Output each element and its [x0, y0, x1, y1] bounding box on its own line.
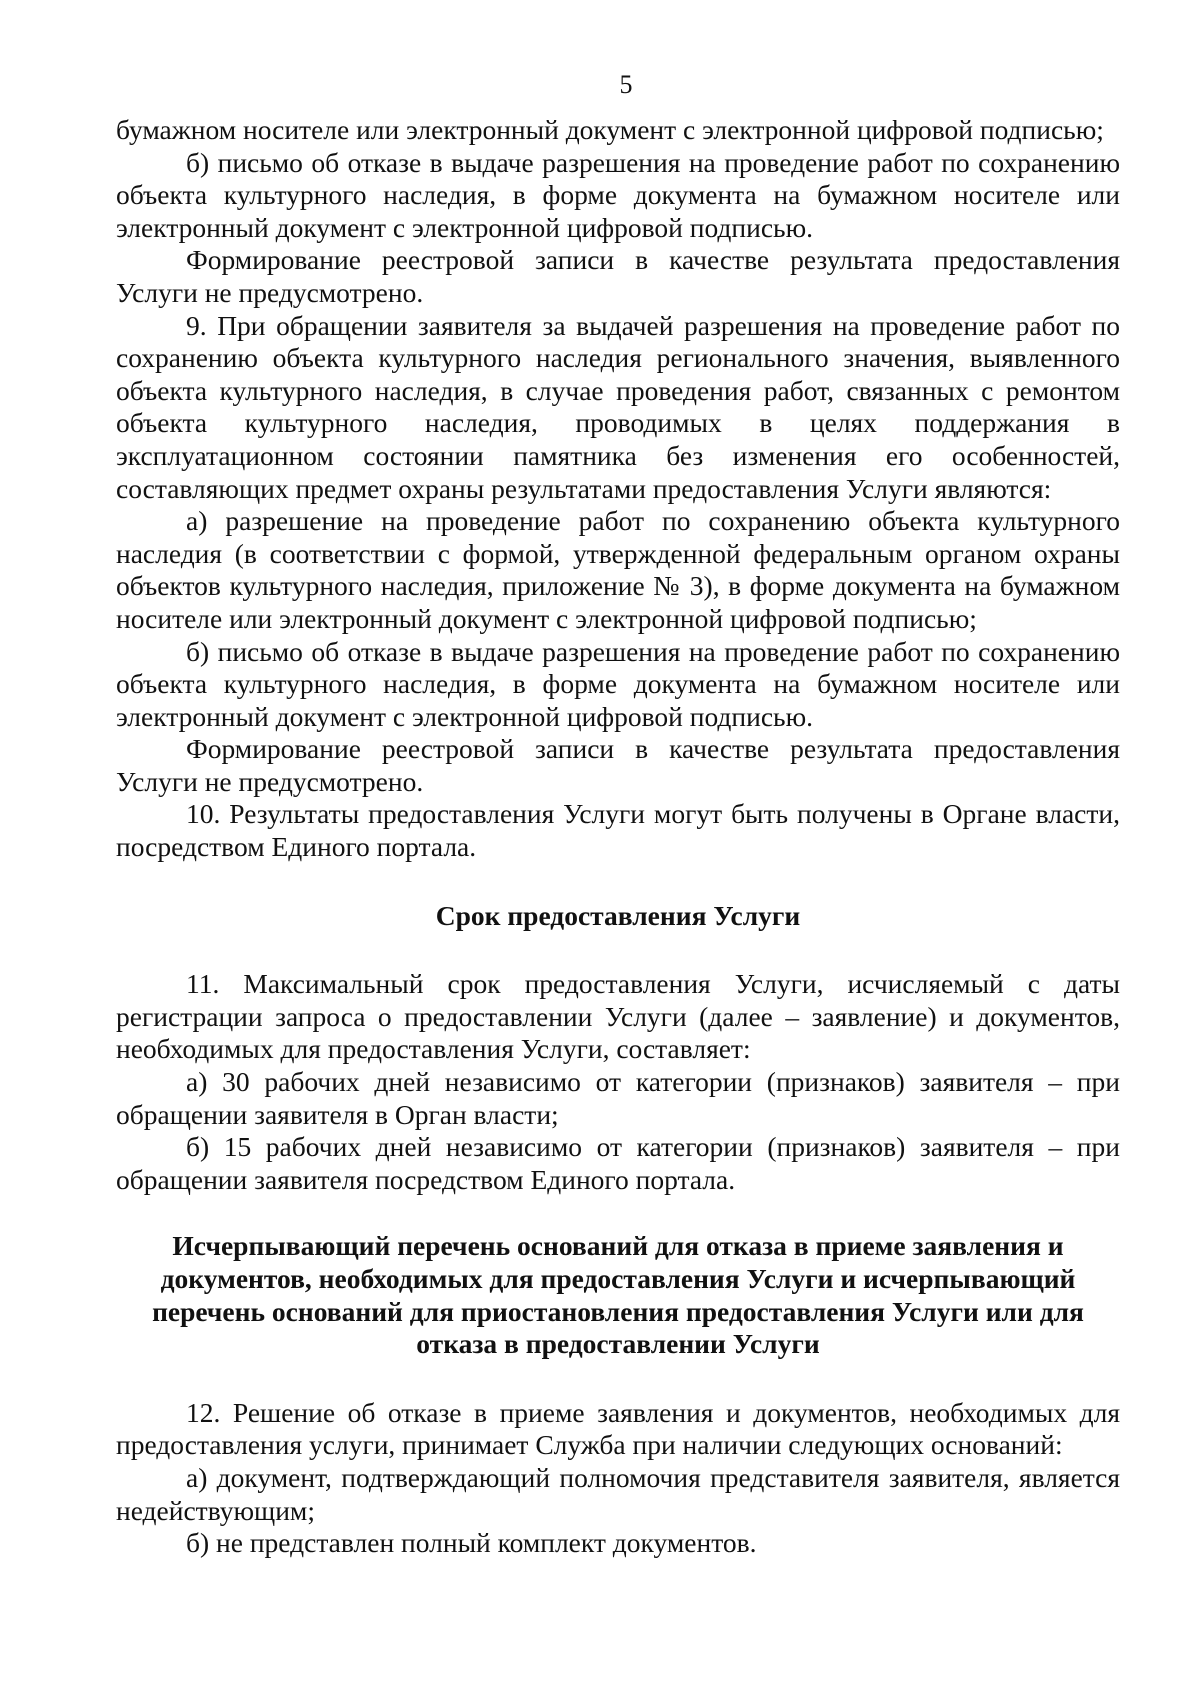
page-number: 5 — [619, 70, 633, 99]
paragraph: б) 15 рабочих дней независимо от категории (признаков) заявителя – при обращении заявителя посредством Единого портала. — [116, 1131, 1120, 1195]
paragraph: а) 30 рабочих дней независимо от категории (признаков) заявителя – при обращении заявителя в Орган власти; — [116, 1066, 1120, 1130]
section-heading: Срок предоставления Услуги — [435, 899, 801, 931]
paragraph: б) не представлен полный комплект документов. — [186, 1527, 757, 1559]
document-body — [116, 114, 1120, 1560]
paragraph: бумажном носителе или электронный документ с электронной цифровой подписью; — [116, 114, 1104, 145]
paragraph: Формирование реестровой записи в качестве результата предоставления Услуги не предусмотрено. — [116, 733, 1120, 797]
paragraph: 10. Результаты предоставления Услуги могут быть получены в Органе власти, посредством Единого портала. — [116, 798, 1120, 863]
paragraph: б) письмо об отказе в выдаче разрешения на проведение работ по сохранению объекта культурного наследия, в форме документа на бумажном носителе или электронный документ с электронной цифровой подписью. — [116, 146, 1120, 243]
paragraph: Формирование реестровой записи в качестве результата предоставления Услуги не предусмотрено. — [116, 244, 1120, 308]
paragraph: б) письмо об отказе в выдаче разрешения на проведение работ по сохранению объекта культурного наследия, в форме документа на бумажном носителе или электронный документ с электронной цифровой подписью. — [116, 635, 1120, 732]
paragraph: 12. Решение об отказе в приеме заявления и документов, необходимых для предоставления услуги, принимает Служба при наличии следующих оснований: — [116, 1396, 1120, 1461]
paragraph: а) документ, подтверждающий полномочия представителя заявителя, является недействующим; — [116, 1461, 1120, 1526]
paragraph: 11. Максимальный срок предоставления Услуги, исчисляемый с даты регистрации запроса о предоставлении Услуги (далее – заявление) и документов, необходимых для предоставления Услуги, составляет: — [116, 968, 1120, 1065]
paragraph: а) разрешение на проведение работ по сохранению объекта культурного наследия (в соответствии с формой, утвержденной федеральным органом охраны объектов культурного наследия, приложение № 3), в форме документа на бумажном носителе или электронный документ с электронной цифровой подписью; — [116, 505, 1120, 634]
section-heading: Исчерпывающий перечень оснований для отказа в приеме заявления и документов, необходимых для предоставления Услуги и исчерпывающий перечень оснований для приостановления предоставления Услуги или для отказа в предоставлении Услуги — [152, 1230, 1084, 1360]
paragraph: 9. При обращении заявителя за выдачей разрешения на проведение работ по сохранению объекта культурного наследия регионального значения, выявленного объекта культурного наследия, в случае проведения работ, связанных с ремонтом объекта культурного наследия, проводимых в целях поддержания в эксплуатационном состоянии памятника без изменения его особенностей, составляющих предмет охраны результатами предоставления Услуги являются: — [116, 309, 1120, 504]
